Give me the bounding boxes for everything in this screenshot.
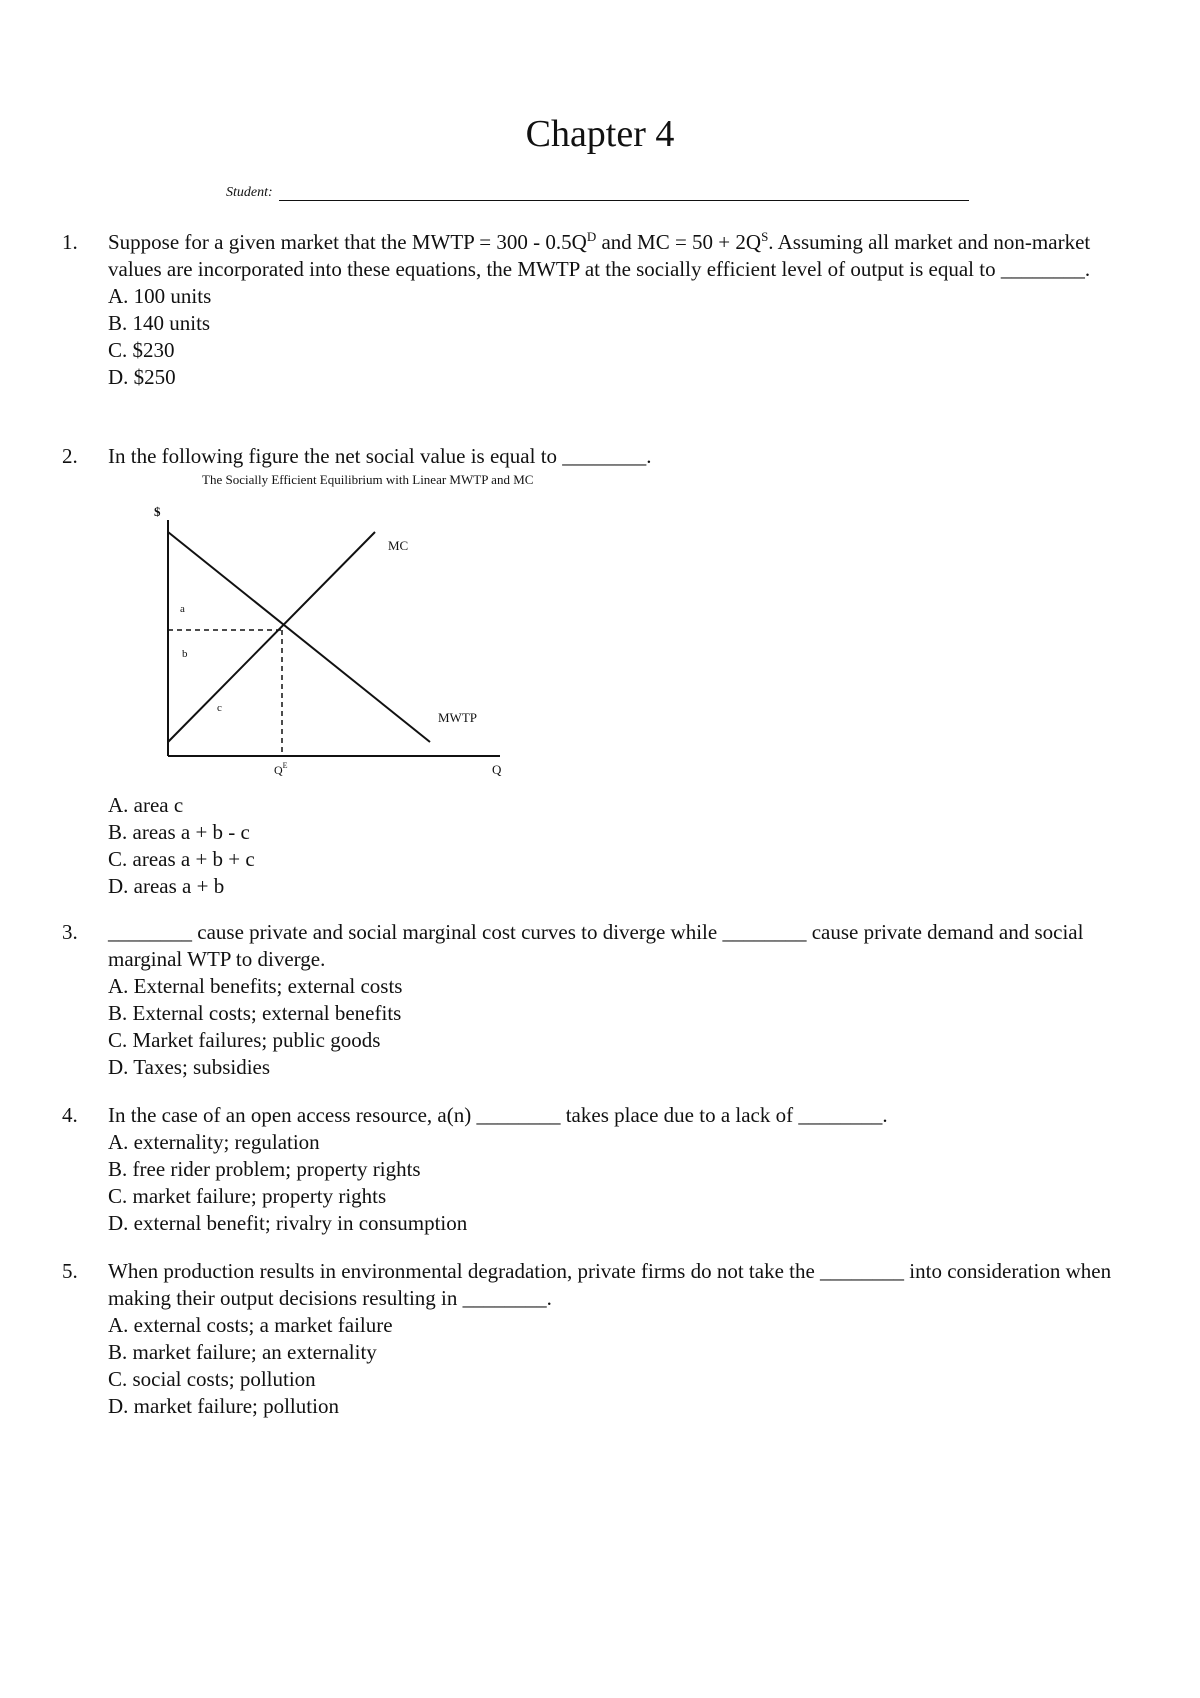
option-d: D. $250 xyxy=(108,365,176,389)
page-title: Chapter 4 xyxy=(525,113,675,155)
mwtp-label: MWTP xyxy=(438,710,477,725)
option-c: C. $230 xyxy=(108,338,175,362)
question-number: 4. xyxy=(62,1103,78,1127)
x-axis-label: Q xyxy=(492,762,502,777)
option-c: C. social costs; pollution xyxy=(108,1367,316,1391)
question-body xyxy=(108,792,1148,900)
option-b: B. free rider problem; property rights xyxy=(108,1157,421,1181)
question-text: Suppose for a given market that the MWTP = $300 - 0.5Q^D$ and MC = $50 + 2Q^S$. Assuming all market and non-market values are incorporated into these equations, the MWTP at the socially efficient level of output is equal to ________. xyxy=(108,229,1091,281)
option-d: D. market failure; pollution xyxy=(108,1394,339,1418)
question-text: When production results in environmental degradation, private firms do not take the ________ into consideration when making their output decisions resulting in ________. xyxy=(108,1259,1112,1310)
area-c-label: c xyxy=(217,702,222,714)
option-c: C. areas a + b + c xyxy=(108,847,255,871)
option-c: C. market failure; property rights xyxy=(108,1184,387,1208)
option-a: A. externality; regulation xyxy=(108,1130,320,1154)
figure-title: The Socially Efficient Equilibrium with Linear MWTP and MC xyxy=(202,472,534,487)
option-b: B. areas a + b - c xyxy=(108,820,250,844)
area-b-label: b xyxy=(182,648,188,660)
option-b: B. External costs; external benefits xyxy=(108,1001,402,1025)
mc-curve xyxy=(168,532,375,742)
option-a: A. 100 units xyxy=(108,284,212,308)
option-d: D. Taxes; subsidies xyxy=(108,1055,271,1079)
option-d: D. areas a + b xyxy=(108,874,225,898)
question-body xyxy=(108,1258,1148,1420)
option-b: B. 140 units xyxy=(108,311,211,335)
equilibrium-quantity-label: $Q^E$ xyxy=(274,761,288,777)
question-number: 1. xyxy=(62,230,78,254)
y-axis-label: $ xyxy=(154,504,161,519)
mwtp-curve xyxy=(168,532,430,742)
area-a-label: a xyxy=(180,603,185,615)
question-text: In the case of an open access resource, a(n) ________ takes place due to a lack of ________. xyxy=(108,1103,888,1127)
student-name-line[interactable] xyxy=(279,186,969,201)
option-a: A. External benefits; external costs xyxy=(108,974,403,998)
option-b: B. market failure; an externality xyxy=(108,1340,377,1364)
student-field xyxy=(226,185,969,201)
option-d: D. external benefit; rivalry in consumption xyxy=(108,1211,468,1235)
efficient-equilibrium-figure xyxy=(140,470,600,780)
question-number: 3. xyxy=(62,920,78,944)
mc-label: MC xyxy=(388,538,409,553)
option-c: C. Market failures; public goods xyxy=(108,1028,381,1052)
question-number: 5. xyxy=(62,1259,78,1283)
question-body xyxy=(108,1102,1148,1237)
question-number: 2. xyxy=(62,444,78,468)
question-body xyxy=(108,229,1148,391)
question-body xyxy=(108,443,1148,470)
figure-svg xyxy=(140,470,600,780)
question-text: In the following figure the net social value is equal to ________. xyxy=(108,444,652,468)
option-a: A. external costs; a market failure xyxy=(108,1313,393,1337)
student-label: Student: xyxy=(226,185,273,200)
question-body xyxy=(108,919,1148,1081)
question-text: ________ cause private and social marginal cost curves to diverge while ________ cause private demand and social marginal WTP to diverge. xyxy=(108,920,1084,971)
option-a: A. area c xyxy=(108,793,184,817)
